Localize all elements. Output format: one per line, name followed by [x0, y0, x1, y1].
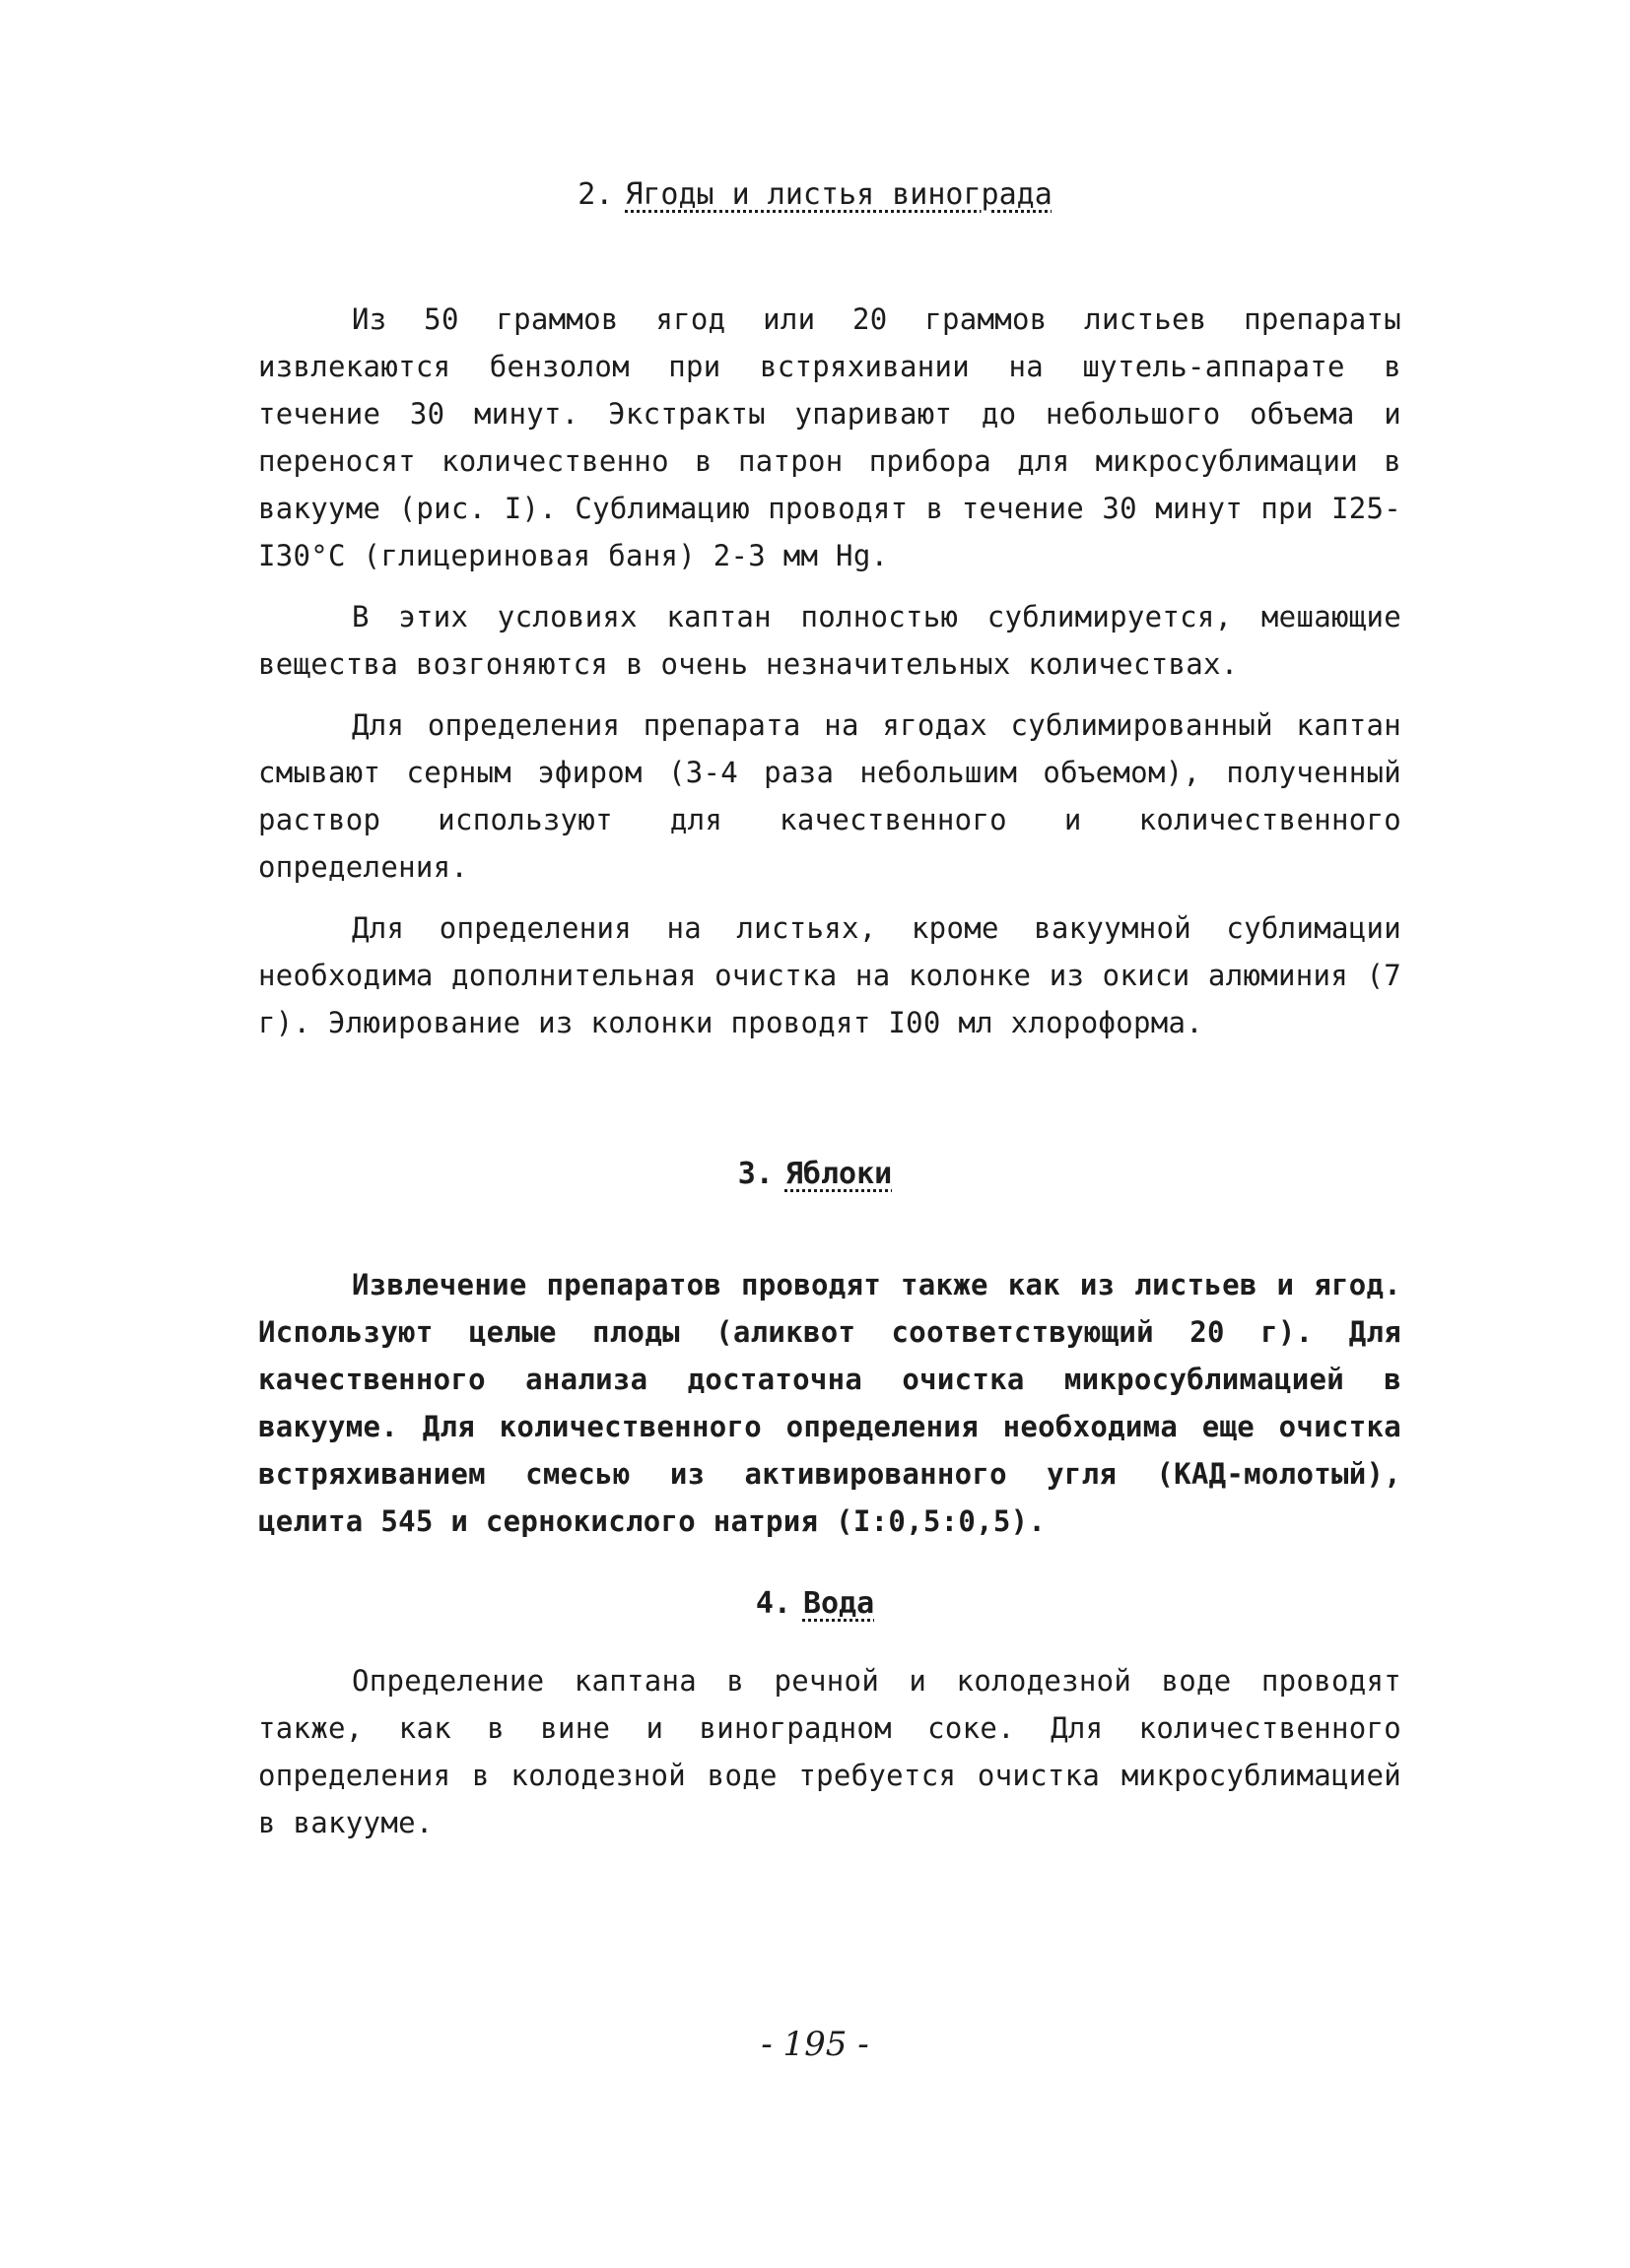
paragraph: Из 50 граммов ягод или 20 граммов листьев препараты извлекаются бензолом при встряхивании на шутель-аппарате в течение 30 минут. Экстракты упаривают до небольшого объема и переносят количественно в патрон прибора для микросублимации в вакууме (рис. I). Сублимацию проводят в течение 30 минут при I25-I30°С (глицериновая баня) 2-3 мм Hg. [258, 302, 1401, 572]
paragraph: Извлечение препаратов проводят также как из листьев и ягод. Используют целые плоды (аликвот соответствующий 20 г). Для качественного анализа достаточна очистка микросублимацией в вакууме. Для количественного определения необходима еще очистка встряхиванием смесью из активированного угля (КАД-молотый), целита 545 и сернокислого натрия (I:0,5:0,5). [258, 1268, 1401, 1538]
paragraph: Определение каптана в речной и колодезной воде проводят также, как в вине и виноградном соке. Для количественного определения в колодезной воде требуется очистка микросублимацией в вакууме. [258, 1664, 1401, 1839]
paragraph: В этих условиях каптан полностью сублимируется, мешающие вещества возгоняются в очень незначительных количествах. [258, 600, 1401, 681]
section-title: Ягоды и листья винограда [625, 177, 1053, 212]
section-number: 3. [737, 1157, 774, 1191]
page-number: - 195 - [761, 2025, 869, 2064]
section-title: Вода [802, 1586, 875, 1621]
section-heading [0, 1584, 1630, 1624]
section-number: 4. [755, 1586, 791, 1621]
paragraph: Для определения на листьях, кроме вакуумной сублимации необходима дополнительная очистка на колонке из окиси алюминия (7 г). Элюирование из колонки проводят I00 мл хлороформа. [258, 911, 1401, 1039]
paragraph: Для определения препарата на ягодах сублимированный каптан смывают серным эфиром (3-4 раза небольшим объемом), полученный раствор используют для качественного и количественного определения. [258, 708, 1401, 884]
section-title: Яблоки [784, 1157, 893, 1191]
section-heading [0, 1155, 1630, 1194]
section-number: 2. [577, 177, 614, 212]
section-heading [0, 175, 1630, 215]
